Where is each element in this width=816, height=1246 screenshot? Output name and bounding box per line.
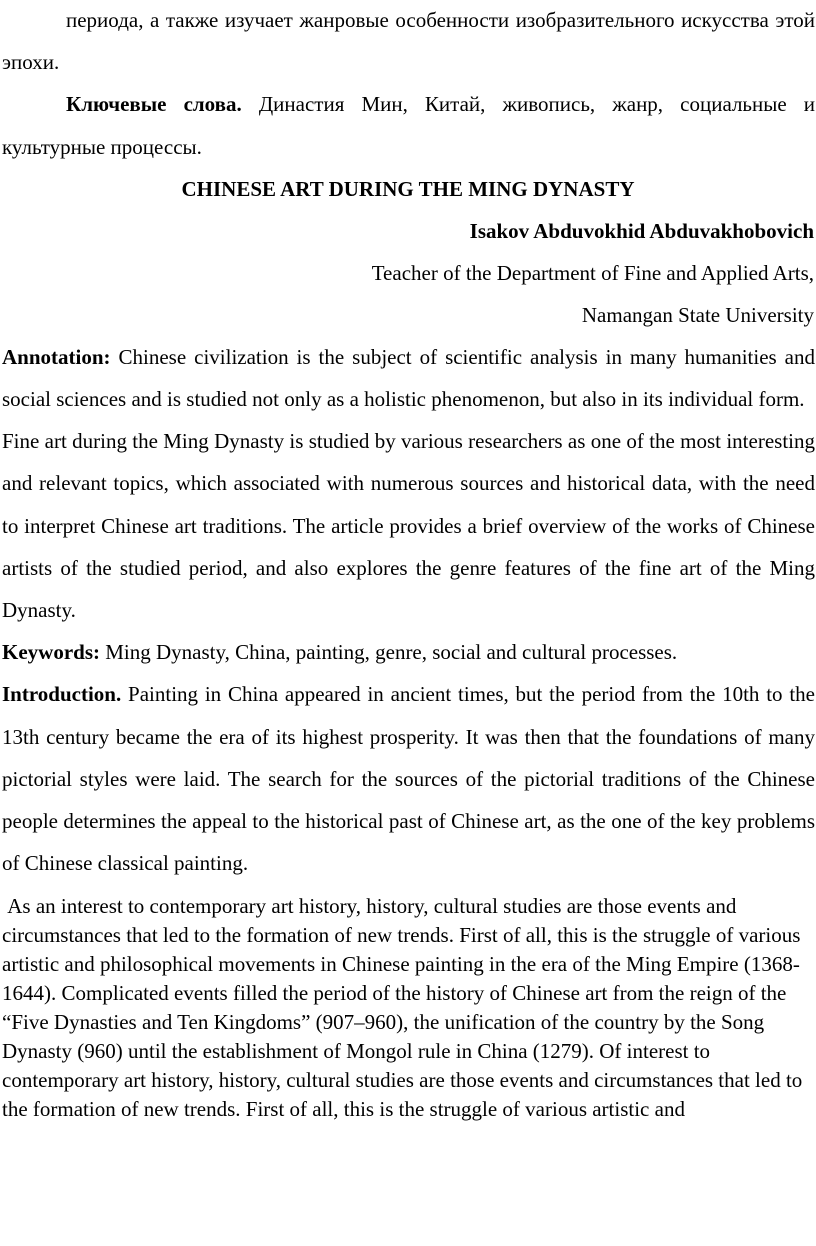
annotation-label: Annotation: <box>2 344 111 369</box>
ru-keywords-label: Ключевые слова. <box>66 92 242 117</box>
annotation-paragraph-2: Fine art during the Ming Dynasty is studied by various researchers as one of the most interesting and relevant topics, which associated with numerous sources and historical data, with the need to interpret Chinese art traditions. The article provides a brief overview of the works of Chinese artists of the studied period, and also explores the genre features of the fine art of the Ming Dynasty. <box>2 429 815 623</box>
ru-abstract-tail: периода, а также изучает жанровые особенности изобразительного искусства этой эпохи. <box>2 8 815 75</box>
annotation-text: Chinese civilization is the subject of scientific analysis in many humanities and social sciences and is studied not only as a holistic phenomenon, but also in its individual form. <box>2 344 815 412</box>
author-university: Namangan State University <box>581 302 814 327</box>
keywords-text: Ming Dynasty, China, painting, genre, social and cultural processes. <box>100 640 678 665</box>
ru-keywords-text: Династия Мин, Китай, живопись, жанр, социальные и культурные процессы. <box>2 92 815 159</box>
keywords <box>0 631 816 673</box>
author-position: Teacher of the Department of Fine and Applied Arts, <box>371 260 814 285</box>
author-name: Isakov Abduvokhid Abduvakhobovich <box>469 218 814 243</box>
introduction <box>0 673 816 884</box>
keywords-label: Keywords: <box>2 640 100 665</box>
introduction-text: Painting in China appeared in ancient times, but the period from the 10th to the 13th century became the era of its highest prosperity. It was then that the foundations of many pictorial styles were laid. The search for the sources of the pictorial traditions of the Chinese people determines the appeal to the historical past of Chinese art, as the one of the key problems of Chinese classical painting. <box>2 682 815 876</box>
introduction-label: Introduction. <box>2 682 122 707</box>
ru-keywords <box>0 83 816 167</box>
body-paragraph: As an interest to contemporary art history, history, cultural studies are those events and circumstances that led to the formation of new trends. First of all, this is the struggle of various artistic and philosophical movements in Chinese painting in the era of the Ming Empire (1368-1644). Complicated events filled the period of the history of Chinese art from the reign of the “Five Dynasties and Ten Kingdoms” (907–960), the unification of the country by the Song Dynasty (960) until the establishment of Mongol rule in China (1279). Of interest to contemporary art history, history, cultural studies are those events and circumstances that led to the formation of new trends. First of all, this is the struggle of various artistic and <box>2 894 808 1122</box>
annotation <box>0 336 816 420</box>
article-title: CHINESE ART DURING THE MING DYNASTY <box>181 176 635 201</box>
